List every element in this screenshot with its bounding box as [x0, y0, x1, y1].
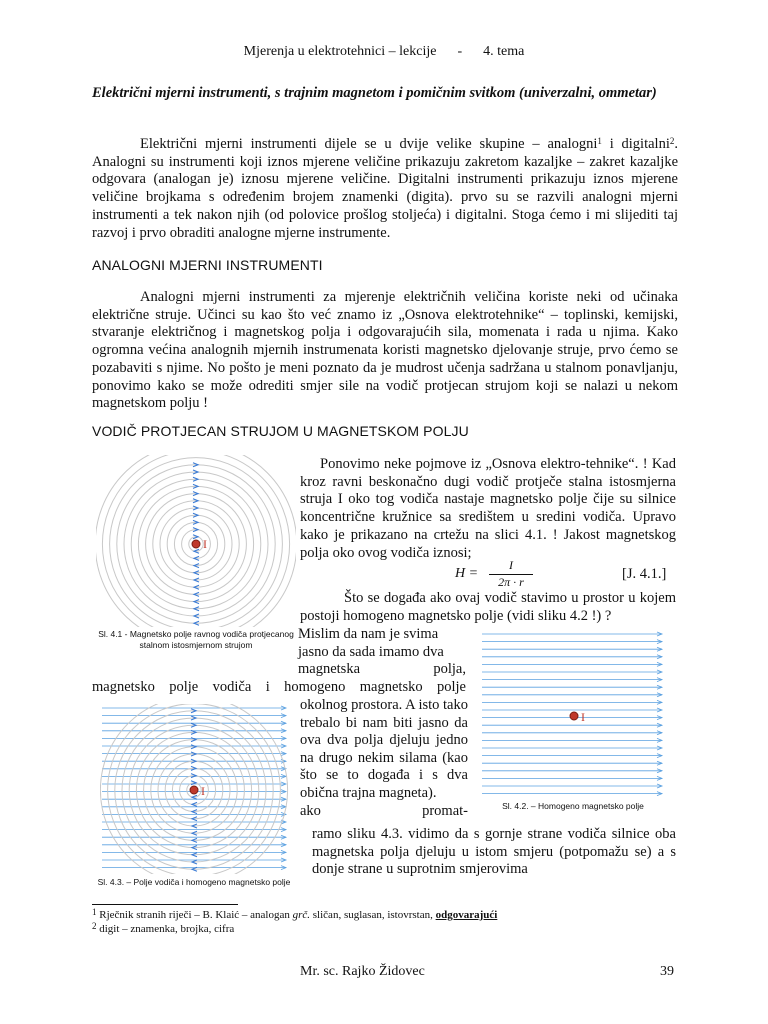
- page-header: [0, 44, 768, 60]
- equation-numerator: I: [509, 558, 513, 572]
- footnote-1: $^1$ Rječnik stranih riječi – B. Klaić – analogan grč. sličan, suglasan, istovrstan, odgovarajući: [92, 907, 498, 921]
- figure-4-1-caption: Sl. 4.1 - Magnetsko polje ravnog vodiča protjecanog stalnom istosmjernom strujom: [98, 629, 294, 650]
- header-separator: -: [457, 44, 463, 59]
- conductor-label: I: [581, 710, 585, 724]
- page-number: 39: [660, 964, 674, 979]
- section2-body-bottom: [312, 826, 676, 879]
- equation-lhs: H =: [455, 566, 479, 581]
- intro-section: [92, 136, 678, 242]
- section2-body-top: [300, 456, 676, 562]
- figure-4-3: [100, 704, 290, 874]
- section2-paragraph-2: Što se događa ako ovaj vodič stavimo u prostor u kojem postoji homogeno magnetsko polje (vidi sliku 4.2 !) ?: [300, 590, 676, 624]
- conductor-label: I: [201, 784, 205, 798]
- header-course: Mjerenja u elektrotehnici – lekcije: [243, 44, 437, 59]
- section2-body-narrow: [298, 626, 466, 679]
- text-line: ako promat-: [300, 802, 468, 819]
- text-line: magnetska polja,: [298, 661, 466, 677]
- document-title: Električni mjerni instrumenti, s trajnim magnetom i pomičnim svitkom (univerzalni, ommetar): [92, 85, 657, 101]
- figure-4-3-caption: Sl. 4.3. – Polje vodiča i homogeno magnetsko polje: [97, 877, 291, 887]
- conductor-label: I: [203, 537, 207, 551]
- footnote-divider: [92, 904, 238, 905]
- intro-paragraph: Električni mjerni instrumenti dijele se u dvije velike skupine – analogni$^1$ i digitalni$^2$. Analogni su instrumenti koji iznos mjerene veličine prikazuju zakretom kazaljke – zakret kazaljke odgovara (analogan je) iznosu mjerene veličine. Digitalni instrumenti prikazuju iznos mjerene veličine brojkama s određenim brojem znamenki (digita). prvo su se razvili analogni mjerni instrumenti a tek nakon njih (od polovice prošlog stoljeća) i digitalni. Stoga ćemo i mi slijediti taj razvoj i prvo obraditi analogne mjerne instrumente.: [92, 136, 678, 241]
- section2-body-mid: [300, 590, 676, 625]
- footnote-2: $^2$ digit – znamenka, brojka, cifra: [92, 921, 235, 935]
- figure-4-2-caption: Sl. 4.2. – Homogeno magnetsko polje: [502, 801, 644, 811]
- section2-body-column: [300, 697, 468, 820]
- header-topic: 4. tema: [483, 44, 525, 59]
- section1-body: [92, 289, 678, 413]
- footnote-ref-1: 1: [597, 136, 602, 146]
- equation-denominator: 2π · r: [498, 575, 524, 589]
- section2-paragraph-1: Ponovimo neke pojmove iz „Osnova elektro-tehnike“. ! Kad kroz ravni beskonačno dugi vodič protječe stalna istosmjerna struja I oko tog vodiča nastaje magnetsko polje čije su silnice koncentrične kružnice sa središtem u sredini vodiča. Upravo kako je prikazano na crtežu na slici 4.1. ! Jakost magnetskog polja oko ovog vodiča iznosi;: [300, 456, 676, 561]
- text-line: jasno da sada imamo dva: [298, 643, 444, 660]
- section-heading-conductor: VODIČ PROTJECAN STRUJOM U MAGNETSKOM POLJU: [92, 423, 469, 439]
- section2-wide-line: magnetsko polje vodiča i homogeno magnetsko polje: [92, 679, 466, 695]
- footnotes: [92, 908, 678, 936]
- section2-paragraph-3: okolnog prostora. A isto tako trebalo bi nam biti jasno da ova dva polja djeluju jedno na drugo nekim silama (kao što se to događa i s dva obična trajna magneta).: [300, 697, 468, 801]
- section1-paragraph: Analogni mjerni instrumenti za mjerenje električnih veličina koriste neki od učinaka električne struje. Učinci su kao što već znamo iz „Osnova elektrotehnike“ – toplinski, kemijski, stvaranje električnog i magnetskog polja i odgovarajućih sila, momenata i rada u njima. Kako ogromna većina analognih mjernih instrumenata koristi magnetsko djelovanje struje, prvo ćemo se pozabaviti s njime. No pošto je meni poznato da je mudrost učenja sadržana u stalnom ponavljanju, ponovimo kako se može odrediti smjer sile na vodič protjecan strujom koji se nalazi u nekom magnetskom polju !: [92, 289, 678, 412]
- section-heading-analog: ANALOGNI MJERNI INSTRUMENTI: [92, 257, 323, 273]
- figure-4-1: [96, 455, 296, 627]
- section2-paragraph-4: ramo sliku 4.3. vidimo da s gornje strane vodiča silnice oba magnetska polja djeluju u istom smjeru (potpomažu se) a s donje strane u suprotnim smjerovima: [312, 826, 676, 878]
- figure-4-2: [480, 630, 666, 798]
- conductor-dot: [570, 712, 578, 720]
- text-line: Mislim da nam je svima: [298, 626, 439, 642]
- footer-author: Mr. sc. Rajko Židovec: [300, 964, 425, 979]
- conductor-dot: [190, 786, 198, 794]
- footnote-ref-2: 2: [669, 136, 675, 146]
- equation-label: [J. 4.1.]: [622, 566, 667, 582]
- conductor-dot: [192, 540, 200, 548]
